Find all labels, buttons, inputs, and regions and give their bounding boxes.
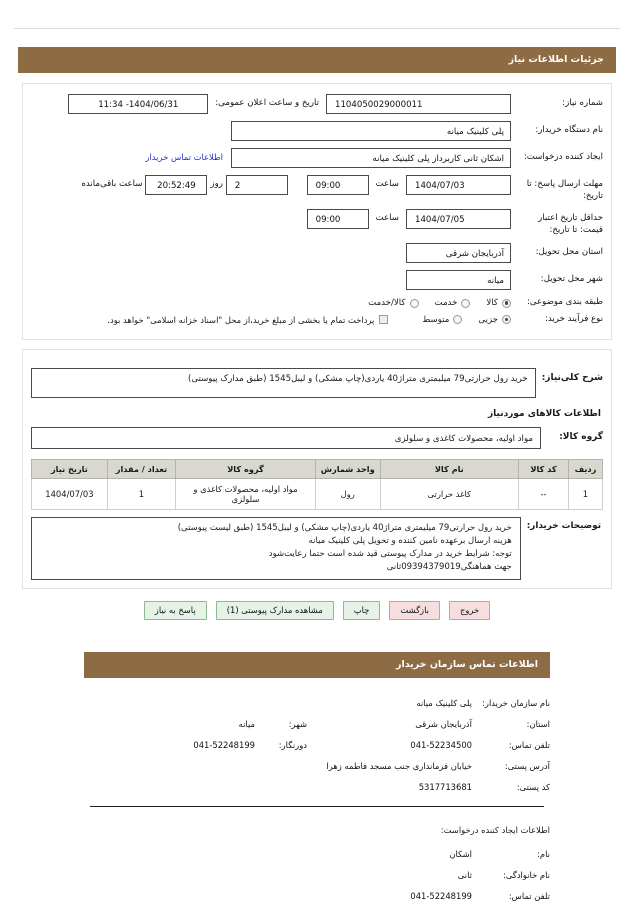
col-quantity: تعداد / مقدار [107,459,175,478]
contact-fax-label: دورنگار: [278,740,307,751]
process-option-motevaset[interactable] [422,315,462,325]
creator-last-name-label: نام خانوادگی: [503,870,550,881]
table-header-row [32,459,603,478]
process-option-label-1: متوسط [422,314,450,325]
need-summary-label: شرح کلی‌نیاز: [541,372,603,383]
category-option-kala-khedmat[interactable] [368,298,418,308]
treasury-bond-checkbox-group[interactable] [107,315,388,325]
creator-phone-value: 041-52248199 [410,891,472,901]
deadline-label: مهلت ارسال پاسخ: تا تاریخ: [526,179,603,201]
buyer-org-field: پلی کلینیک میانه [231,121,511,141]
contact-phone-label: تلفن تماس: [508,740,550,751]
contact-province-value: آذربایجان شرقی [415,719,472,730]
validity-date-field: 1404/07/05 [406,209,511,229]
contact-address-value: خیابان فرمانداری جنب مسجد فاطمه زهرا [326,761,472,772]
validity-hour-field: 09:00 [307,209,369,229]
goods-group-label: گروه کالا: [559,431,603,442]
row-need-number [31,94,603,114]
category-option-label-2: کالا/خدمت [368,298,406,309]
row-buyer-notes [31,517,603,581]
category-option-kala[interactable] [486,298,511,308]
row-contact-postal [84,782,550,792]
creator-info-section [84,849,550,901]
buyer-note-line: خرید رول حرارتی79 میلیمتری متراژ40 یاردی(چاپ مشکی) و لیبل1545 (طبق لیست پیوستی) [177,522,512,533]
action-button-bar [0,601,634,624]
col-unit: واحد شمارش [315,459,380,478]
cell-unit: رول [315,478,380,509]
col-name: نام کالا [380,459,519,478]
contact-org-label: نام سازمان خریدار: [482,698,550,709]
buyer-note-line: توجه: شرایط خرید در مدارک پیوستی قید شده است حتما رعایت‌شود [268,548,512,559]
radio-unselected-icon[interactable] [410,299,419,308]
buyer-contact-link[interactable]: اطلاعات تماس خریدار [145,152,223,162]
col-date: تاریخ نیاز [32,459,108,478]
row-creator-phone [84,891,550,901]
creator-field: اشکان ثانی کاربرداز پلی کلینیک میانه [231,148,511,168]
need-details-panel [22,83,612,340]
need-number-label: شماره نیاز: [562,98,603,108]
need-number-field: 1104050029000011 [326,94,511,114]
announce-datetime-field: 1404/06/31- 11:34 [68,94,208,114]
contact-postal-value: 5317713681 [418,782,472,793]
goods-group-field: مواد اولیه، محصولات کاغذی و سلولزی [31,427,541,449]
category-option-label-0: کالا [486,298,498,309]
validity-hour-label: ساعت [375,213,399,224]
need-summary-field: خرید رول حرارتی79 میلیمتری متراژ40 یاردی(چاپ مشکی) و لیبل1545 (طبق مدارک پیوستی) [31,368,536,398]
back-button[interactable]: بازگشت [389,601,440,620]
creator-label: ایجاد کننده درخواست: [523,152,603,162]
row-creator [31,148,603,168]
cell-group: مواد اولیه، محصولات کاغذی و سلولزی [176,478,316,509]
view-attachments-button[interactable]: مشاهده مدارک پیوستی (1) [216,601,334,620]
cell-radif: 1 [568,478,602,509]
top-divider [14,28,620,29]
radio-unselected-icon[interactable] [461,299,470,308]
print-button[interactable]: چاپ [343,601,381,620]
row-contact-phone [84,740,550,750]
process-option-label-0: جزیی [478,314,498,325]
cell-name: کاغذ حرارتی [380,478,519,509]
respond-to-need-button[interactable]: پاسخ به نیاز [144,601,207,620]
col-group: گروه کالا [176,459,316,478]
row-contact-address [84,761,550,771]
contact-city-label: شهر: [288,719,307,730]
contact-org-value: پلی کلینیک میانه [416,698,472,709]
row-contact-province [84,719,550,729]
city-field: میانه [406,270,511,290]
creator-phone-label: تلفن تماس: [508,891,550,901]
contact-fax-value: 041-52248199 [193,740,255,751]
radio-selected-icon[interactable] [502,299,511,308]
row-creator-first-name [84,849,550,859]
category-label: طبقه بندی موضوعی: [526,297,603,308]
radio-unselected-icon[interactable] [453,315,462,324]
treasury-bond-label: پرداخت تمام یا بخشی از مبلغ خرید،از محل "اسناد خزانه اسلامی" خواهد بود. [107,314,375,325]
row-city [31,270,603,290]
contact-province-label: استان: [526,719,550,730]
category-option-khedmat[interactable] [435,298,471,308]
contact-city-value: میانه [238,719,255,730]
buyer-notes-label: توضیحات خریدار: [526,520,601,531]
process-option-jozii[interactable] [478,315,511,325]
creator-last-name-value: ثانی [457,870,472,881]
category-option-label-1: خدمت [434,298,458,309]
contact-phone-value: 041-52234500 [410,740,472,751]
exit-button[interactable]: خروج [449,601,490,620]
city-label: شهر محل تحویل: [540,274,603,285]
days-unit-label: روز [210,179,223,189]
col-code: کد کالا [519,459,569,478]
row-province [31,243,603,263]
goods-panel [22,349,612,590]
row-need-summary [31,368,603,398]
buyer-note-line: جهت هماهنگی09394379019ثانی [386,562,512,573]
deadline-hour-field: 09:00 [307,175,369,195]
checkbox-icon[interactable] [379,315,388,324]
row-category [31,297,603,309]
cell-quantity: 1 [107,478,175,509]
creator-first-name-value: اشکان [449,849,472,860]
deadline-date-field: 1404/07/03 [406,175,511,195]
deadline-hour-label: ساعت [375,179,399,189]
cell-need-date: 1404/07/03 [32,478,108,509]
cell-code: -- [519,478,569,509]
radio-selected-icon[interactable] [502,315,511,324]
goods-section-title: اطلاعات کالاهای موردنیاز [487,408,601,419]
process-type-label: نوع فرآیند خرید: [544,313,603,324]
contact-divider [90,806,544,807]
validity-label: حداقل تاریخ اعتبار قیمت: تا تاریخ: [538,213,603,235]
province-field: آذربایجان شرقی [406,243,511,263]
creator-first-name-label: نام: [537,849,550,860]
remaining-days-field: 2 [226,175,288,195]
page-root [0,28,634,901]
buyer-org-label: نام دستگاه خریدار: [535,125,603,135]
remaining-time-label: ساعت باقی‌مانده [81,179,143,189]
contact-address-label: آدرس پستی: [504,761,550,772]
buyer-note-line: هزینه ارسال برعهده نامین کننده و تحویل پلی کلینیک میانه [308,535,512,546]
contact-postal-label: کد پستی: [516,782,550,793]
announce-datetime-label: تاریخ و ساعت اعلان عمومی: [215,98,319,108]
province-label: استان محل تحویل: [535,247,603,258]
goods-table [31,459,603,510]
contact-info-section [84,698,550,792]
table-row [32,478,603,509]
row-deadline [31,175,603,202]
creator-section-title: اطلاعات ایجاد کننده درخواست: [440,825,550,836]
row-goods-group [31,427,603,449]
row-contact-org [84,698,550,708]
row-buyer-org [31,121,603,141]
need-details-header: جزئیات اطلاعات نیاز [18,47,616,73]
col-radif: ردیف [568,459,602,478]
buyer-notes-field [31,517,521,581]
row-validity [31,209,603,236]
remaining-time-field: 20:52:49 [145,175,207,195]
row-process-type [31,314,603,326]
contact-info-header: اطلاعات تماس سازمان خریدار [84,652,550,678]
